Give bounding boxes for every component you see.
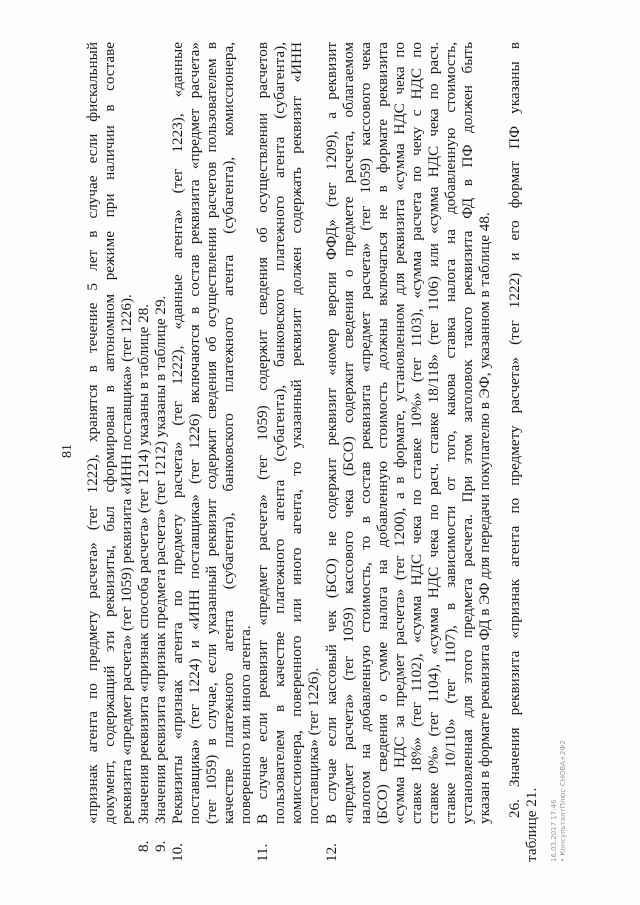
text-line: Значения реквизита «признак способа расчета» (тег 1214) указаны в таблице 28.	[135, 303, 152, 824]
page-number: 81	[60, 444, 75, 458]
item-number: 8.	[135, 840, 152, 852]
text-line: 26. Значения реквизита «признак агента по предмету расчета» (тег 1222) и его формат ПФ указаны в	[506, 42, 523, 818]
rotated-page-content	[60, 42, 580, 862]
text-line: комиссионера, поверенного или иного агента, то указанный реквизит должен содержать реквизит «ИНН	[288, 42, 305, 824]
item-number: 12.	[323, 843, 340, 862]
item-number: 11.	[254, 843, 271, 862]
text-line: В случае если реквизит «предмет расчета» (тег 1059) содержит сведения об осуществлении расчетов	[254, 42, 271, 824]
text-line: (тег 1059) в случае, если указанный реквизит содержит сведения об осуществлении расчетов пользователем в	[203, 42, 220, 824]
text-line: (БСО) сведения о сумме налога на добавленную стоимость должны включаться не в формате реквизита	[374, 42, 391, 824]
stamp-line: • КонсультантПлюс-СНОВА+2Ф2	[559, 740, 567, 862]
text-line: реквизита «предмет расчета» (тег 1059) реквизита «ИНН поставщика» (тег 1226).	[118, 294, 135, 824]
print-stamp	[550, 740, 568, 862]
text-line: ставке 0%» (тег 1104), «сумма НДС чека по расч. ставке 18/118» (тег 1106) или «сумма НДС чека по расч.	[425, 42, 442, 824]
text-line: ставке 10/110» (тег 1107), в зависимости от того, какова ставка налога на добавленную стоимость,	[442, 42, 459, 824]
text-line: налогом на добавленную стоимость, то в состав реквизита «предмет расчета» (тег 1059) кассового чека	[357, 42, 374, 824]
text-line: пользователем в качестве платежного агента (субагента), банковского платежного агента (субагента),	[271, 42, 288, 824]
text-line: поверенного или иного агента.	[237, 625, 254, 824]
text-line: качестве платежного агента (субагента), банковского платежного агента (субагента), комиссионера,	[220, 42, 237, 824]
text-line: «признак агента по предмету расчета» (тег 1222), хранятся в течение 5 лет в случае если фискальный	[84, 42, 101, 824]
text-line: поставщика» (тег 1226).	[305, 667, 322, 824]
text-line: Реквизиты «признак агента по предмету расчета» (тег 1222), «данные агента» (тег 1223), «данные	[169, 42, 186, 824]
item-number: 9.	[152, 840, 169, 852]
text-line: указан в формате реквизита ФД в ЭФ для передачи покупателю в ЭФ, указанном в таблице 48.	[476, 212, 493, 824]
text-line: Значения реквизита «признак предмета расчета» (тег 1212) указаны в таблице 29.	[152, 295, 169, 824]
text-line: «предмет расчета» (тег 1059) кассового чека (БСО) содержит сведения о предмете расчета, облагаемом	[340, 42, 357, 824]
item-number: 10.	[169, 843, 186, 862]
text-line: «сумма НДС за предмет расчета» (тег 1200), а в формате, установленном для реквизита «сумма НДС чека по	[391, 42, 408, 824]
text-line: поставщика» (тег 1224) и «ИНН поставщика» (тег 1226) включаются в состав реквизита «предмет расчета»	[186, 42, 203, 824]
text-line: ставке 18%» (тег 1102), «сумма НДС чека по ставке 10%» (тег 1103), «сумма расчета по чеку с НДС по	[408, 42, 425, 824]
stamp-line: 16.03.2017 17:46	[550, 799, 558, 862]
text-line: документ, содержащий эти реквизиты, был сформирован в автономном режиме при наличии в составе	[101, 42, 118, 824]
text-line: В случае если кассовый чек (БСО) не содержит реквизит «номер версии ФФД» (тег 1209), а реквизит	[323, 42, 340, 824]
text-line: таблице 21.	[523, 787, 540, 862]
text-line: установленная для этого предмета расчета. При этом заголовок такого реквизита ФД в ПФ должен быть	[459, 42, 476, 824]
